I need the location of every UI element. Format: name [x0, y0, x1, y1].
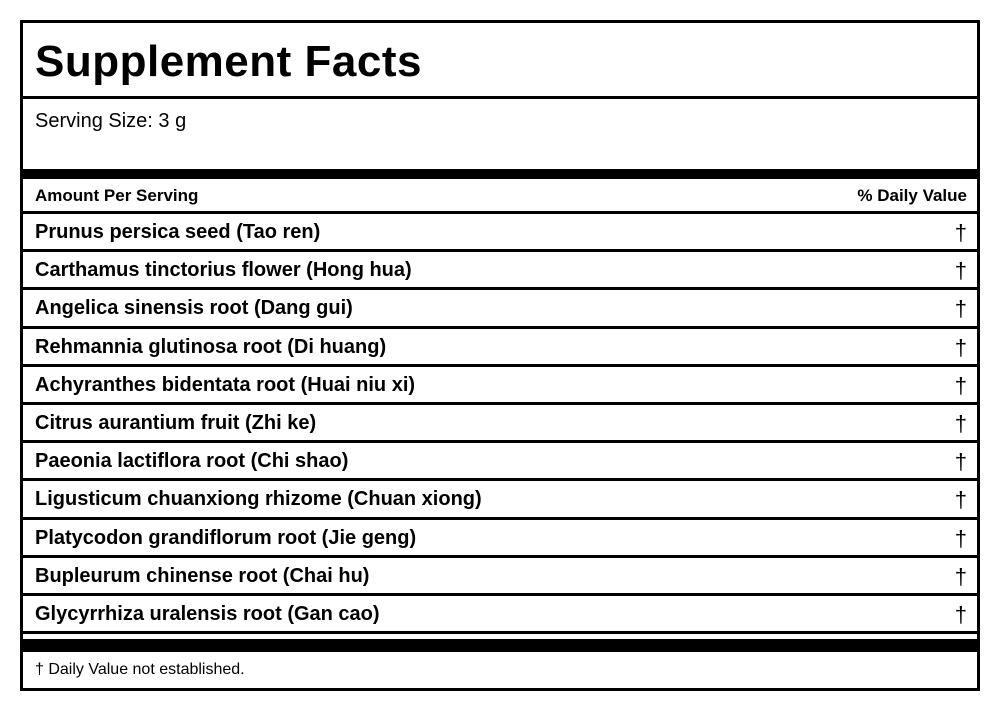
ingredient-name: Citrus aurantium fruit (Zhi ke) — [35, 411, 317, 434]
ingredient-daily-value: † — [954, 410, 967, 436]
ingredient-daily-value: † — [954, 563, 967, 589]
ingredient-daily-value: † — [954, 258, 967, 284]
ingredient-daily-value: † — [954, 487, 967, 513]
ingredient-daily-value: † — [954, 372, 967, 398]
ingredient-name: Carthamus tinctorius flower (Hong hua) — [35, 259, 412, 282]
panel-title: Supplement Facts — [35, 37, 422, 86]
ingredient-name: Achyranthes bidentata root (Huai niu xi) — [35, 373, 416, 396]
ingredient-name: Prunus persica seed (Tao ren) — [35, 221, 321, 243]
ingredient-row — [23, 405, 977, 443]
ingredient-row — [23, 329, 977, 367]
ingredient-row — [23, 520, 977, 558]
ingredient-daily-value: † — [954, 296, 967, 322]
ingredient-name: Angelica sinensis root (Dang gui) — [35, 297, 353, 320]
ingredient-row — [23, 481, 977, 519]
ingredient-row — [23, 367, 977, 405]
ingredient-daily-value: † — [954, 220, 967, 245]
ingredient-name: Paeonia lactiflora root (Chi shao) — [35, 450, 349, 473]
ingredient-name: Ligusticum chuanxiong rhizome (Chuan xiong) — [35, 488, 482, 511]
ingredient-name: Rehmannia glutinosa root (Di huang) — [35, 335, 387, 358]
ingredient-row — [23, 290, 977, 328]
ingredient-daily-value: † — [954, 525, 967, 551]
footnote-section — [23, 649, 977, 688]
ingredient-name: Bupleurum chinense root (Chai hu) — [35, 564, 370, 587]
ingredient-row — [23, 596, 977, 634]
ingredient-row — [23, 252, 977, 290]
divider-thick-bottom — [23, 639, 977, 649]
column-header-row — [23, 179, 977, 214]
daily-value-header: % Daily Value — [857, 186, 967, 205]
ingredient-name: Platycodon grandiflorum root (Jie geng) — [35, 526, 417, 549]
footnote: † Daily Value not established. — [35, 661, 245, 678]
ingredient-row — [23, 558, 977, 596]
amount-per-serving-header: Amount Per Serving — [35, 186, 199, 205]
ingredient-row — [23, 214, 977, 252]
ingredient-daily-value: † — [954, 449, 967, 475]
title-section — [23, 23, 977, 99]
ingredient-daily-value: † — [954, 334, 967, 360]
ingredient-daily-value: † — [954, 601, 967, 627]
supplement-facts-panel — [20, 20, 980, 691]
ingredient-row — [23, 443, 977, 481]
divider-thick-top — [23, 169, 977, 179]
serving-section — [23, 99, 977, 169]
serving-size: Serving Size: 3 g — [35, 110, 187, 132]
ingredient-list — [23, 214, 977, 634]
ingredient-name: Glycyrrhiza uralensis root (Gan cao) — [35, 602, 380, 625]
